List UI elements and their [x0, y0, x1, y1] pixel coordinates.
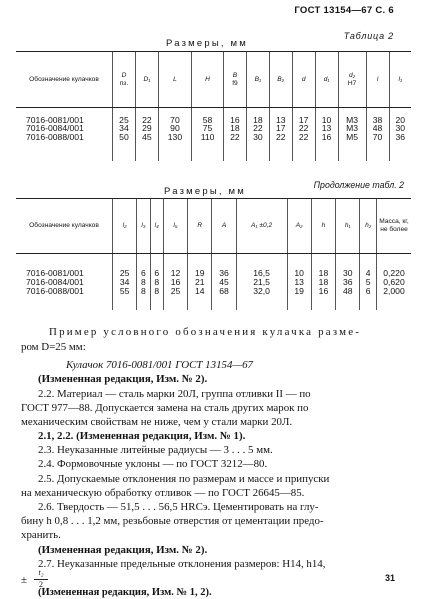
table-cell: 45 — [212, 278, 236, 287]
col-l: l — [366, 52, 389, 108]
table-cell: 16,5 — [236, 254, 287, 279]
table-caption: Размеры, мм — [164, 186, 247, 197]
table-cell: 12 — [163, 254, 187, 279]
table-cell: 6 — [150, 254, 163, 279]
table-cell: 5 — [360, 278, 377, 287]
paragraph-2-2: механическим свойствам не ниже, чем у стали марки 20Л. — [21, 416, 293, 428]
table-cell: 32,0 — [236, 287, 287, 310]
col-designation: Обозначение кулачков — [16, 199, 113, 254]
col-d1: d₁ — [315, 52, 338, 108]
dimensions-table — [16, 51, 411, 161]
col-d2: d₂ H7 — [338, 52, 366, 108]
table-cell: 8 — [150, 278, 163, 287]
table-cell: 14 — [188, 287, 212, 310]
paragraph-2-6: бину h 0,8 . . . 1,2 мм, резьбовые отверстия от цементации предо- — [21, 515, 324, 527]
table-cell: 16 — [315, 133, 338, 161]
table-cell: 10 — [315, 108, 338, 125]
table-caption: Размеры, мм — [166, 38, 249, 49]
table-cell: 36 — [336, 278, 360, 287]
table-cell: 22 — [292, 124, 315, 132]
col-D1: D₁ — [135, 52, 158, 108]
table-cell: 30 — [336, 254, 360, 279]
table-cell: 8 — [137, 287, 150, 310]
table-cell: 16 — [163, 278, 187, 287]
col-l2: l₂ — [113, 199, 137, 254]
col-h: h — [311, 199, 335, 254]
paragraph-2-6: хранить. — [21, 529, 61, 541]
revision-note: (Измененная редакция, Изм. № 1, 2). — [38, 587, 212, 598]
table-header-row — [16, 199, 411, 254]
table-cell: 58 — [192, 108, 224, 125]
table-cell: М5 — [338, 133, 366, 161]
table-cell: 8 — [137, 278, 150, 287]
table-cell: 8 — [150, 287, 163, 310]
table-cell: 4 — [360, 254, 377, 279]
table-row — [16, 287, 411, 310]
col-l5: l₅ — [163, 199, 187, 254]
fraction-denominator: 2 — [39, 580, 43, 589]
table-cell: 6 — [137, 254, 150, 279]
table-cell: 38 — [366, 108, 389, 125]
table-row — [16, 254, 411, 279]
table-cell: М3 — [338, 108, 366, 125]
table-cell: 36 — [389, 133, 411, 161]
paragraph-2-7: 2.7. Неуказанные предельные отклонения размеров: H14, h14, — [38, 558, 326, 570]
table-cell: 29 — [135, 124, 158, 132]
table-cell: 22 — [246, 124, 269, 132]
table-label: Таблица 2 — [343, 31, 394, 41]
table-cell: 16 — [223, 108, 246, 125]
table-continuation-label: Продолжение табл. 2 — [313, 180, 404, 190]
table-cell: 21 — [188, 278, 212, 287]
table-cell: 68 — [212, 287, 236, 310]
table-cell: 13 — [287, 278, 311, 287]
paragraph-2-6: 2.6. Твердость — 51,5 . . . 56,5 HRCэ. Цементировать на глу- — [38, 501, 319, 513]
table-cell: 18 — [223, 124, 246, 132]
table-cell: 22 — [269, 133, 292, 161]
table-cell: 0,220 — [377, 254, 412, 279]
example-text: Пример условного обозначения кулачка разме- — [49, 326, 362, 338]
table-cell: 18 — [311, 254, 335, 279]
page-number: 31 — [384, 573, 395, 583]
table-row — [16, 108, 411, 125]
revision-note: (Измененная редакция, Изм. № 2). — [38, 544, 208, 556]
table-cell: 34 — [113, 124, 136, 132]
table-cell: 6 — [360, 287, 377, 310]
col-B: B f9 — [223, 52, 246, 108]
col-L: L — [158, 52, 191, 108]
table-cell: 21,5 — [236, 278, 287, 287]
table-cell: 22 — [292, 133, 315, 161]
paragraph-2-5: на механическую обработку отливок — по ГОСТ 26645—85. — [21, 487, 305, 499]
col-B1: B₁ — [246, 52, 269, 108]
table-cell: 25 — [163, 287, 187, 310]
table-cell: 48 — [366, 124, 389, 132]
table-cell: 70 — [158, 108, 191, 125]
table-cell: 0,620 — [377, 278, 412, 287]
col-d: d — [292, 52, 315, 108]
table-cell: 22 — [223, 133, 246, 161]
doc-header: ГОСТ 13154—67 С. 6 — [294, 5, 394, 16]
col-l4: l₄ — [150, 199, 163, 254]
col-A1: A₁ ±0,2 — [236, 199, 287, 254]
table-cell: 18 — [246, 108, 269, 125]
col-l3: l₃ — [137, 199, 150, 254]
table-cell: 13 — [269, 108, 292, 125]
revision-note: 2.1, 2.2. (Измененная редакция, Изм. № 1). — [38, 430, 246, 442]
col-R: R — [188, 199, 212, 254]
table-cell: 75 — [192, 124, 224, 132]
col-A: A — [212, 199, 236, 254]
table-cell: 30 — [389, 124, 411, 132]
row-designation: 7016-0084/001 — [26, 277, 84, 287]
table-cell: 36 — [212, 254, 236, 279]
table-cell: 18 — [311, 278, 335, 287]
paragraph-2-3: 2.3. Неуказанные литейные радиусы — 3 . . . 5 мм. — [38, 444, 273, 456]
table-cell: 20 — [389, 108, 411, 125]
revision-note: (Измененная редакция, Изм. № 2). — [38, 373, 208, 385]
paragraph-2-2: ГОСТ 977—88. Допускается замена на сталь других марок по — [21, 402, 309, 414]
table-header-row — [16, 52, 411, 108]
table-cell: 16 — [311, 287, 335, 310]
table-cell: М3 — [338, 124, 366, 132]
table-cell: 50 — [113, 133, 136, 161]
dimensions-table-continued — [16, 198, 411, 310]
table-cell: 90 — [158, 124, 191, 132]
row-designation: 7016-0081/001 — [26, 268, 84, 278]
col-h2: h₂ — [360, 199, 377, 254]
col-H: H — [192, 52, 224, 108]
row-designation: 7016-0088/001 — [26, 131, 84, 142]
row-designation: 7016-0088/001 — [26, 286, 84, 296]
table-cell: 110 — [192, 133, 224, 161]
plus-minus-sign: ± — [21, 574, 27, 586]
example-text: ром D=25 мм: — [21, 341, 86, 353]
table-cell: 17 — [292, 108, 315, 125]
table-row — [16, 133, 411, 161]
col-h1: h₁ — [336, 199, 360, 254]
designation-example: Кулачок 7016-0081/001 ГОСТ 13154—67 — [66, 359, 253, 371]
table-cell: 34 — [113, 278, 137, 287]
col-designation: Обозначение кулачков — [16, 52, 113, 108]
table-cell: 130 — [158, 133, 191, 161]
col-l1: l₁ — [389, 52, 411, 108]
paragraph-2-2: 2.2. Материал — сталь марки 20Л, группа отливки II — по — [38, 388, 311, 400]
table-cell: 30 — [246, 133, 269, 161]
table-cell: 25 — [113, 254, 137, 279]
table-cell: 13 — [315, 124, 338, 132]
table-cell: 48 — [336, 287, 360, 310]
col-mass: Масса, кг, не более — [377, 199, 412, 254]
paragraph-2-4: 2.4. Формовочные уклоны — по ГОСТ 3212—80. — [38, 458, 268, 470]
table-cell: 55 — [113, 287, 137, 310]
row-designation: 7016-0081/001 — [26, 115, 84, 125]
table-cell: 22 — [135, 108, 158, 125]
table-cell: 10 — [287, 254, 311, 279]
table-cell: 19 — [287, 287, 311, 310]
col-A2: A₂ — [287, 199, 311, 254]
table-cell: 17 — [269, 124, 292, 132]
col-D: D пз. — [113, 52, 136, 108]
col-B2: B₂ — [269, 52, 292, 108]
row-designation: 7016-0084/001 — [26, 123, 84, 134]
table-cell: 19 — [188, 254, 212, 279]
table-cell: 45 — [135, 133, 158, 161]
table-cell: 25 — [113, 108, 136, 125]
table-cell: 70 — [366, 133, 389, 161]
paragraph-2-5: 2.5. Допускаемые отклонения по размерам и массе и припуски — [38, 473, 330, 485]
table-cell: 2,000 — [377, 287, 412, 310]
fraction-numerator: t₂ — [38, 568, 44, 577]
